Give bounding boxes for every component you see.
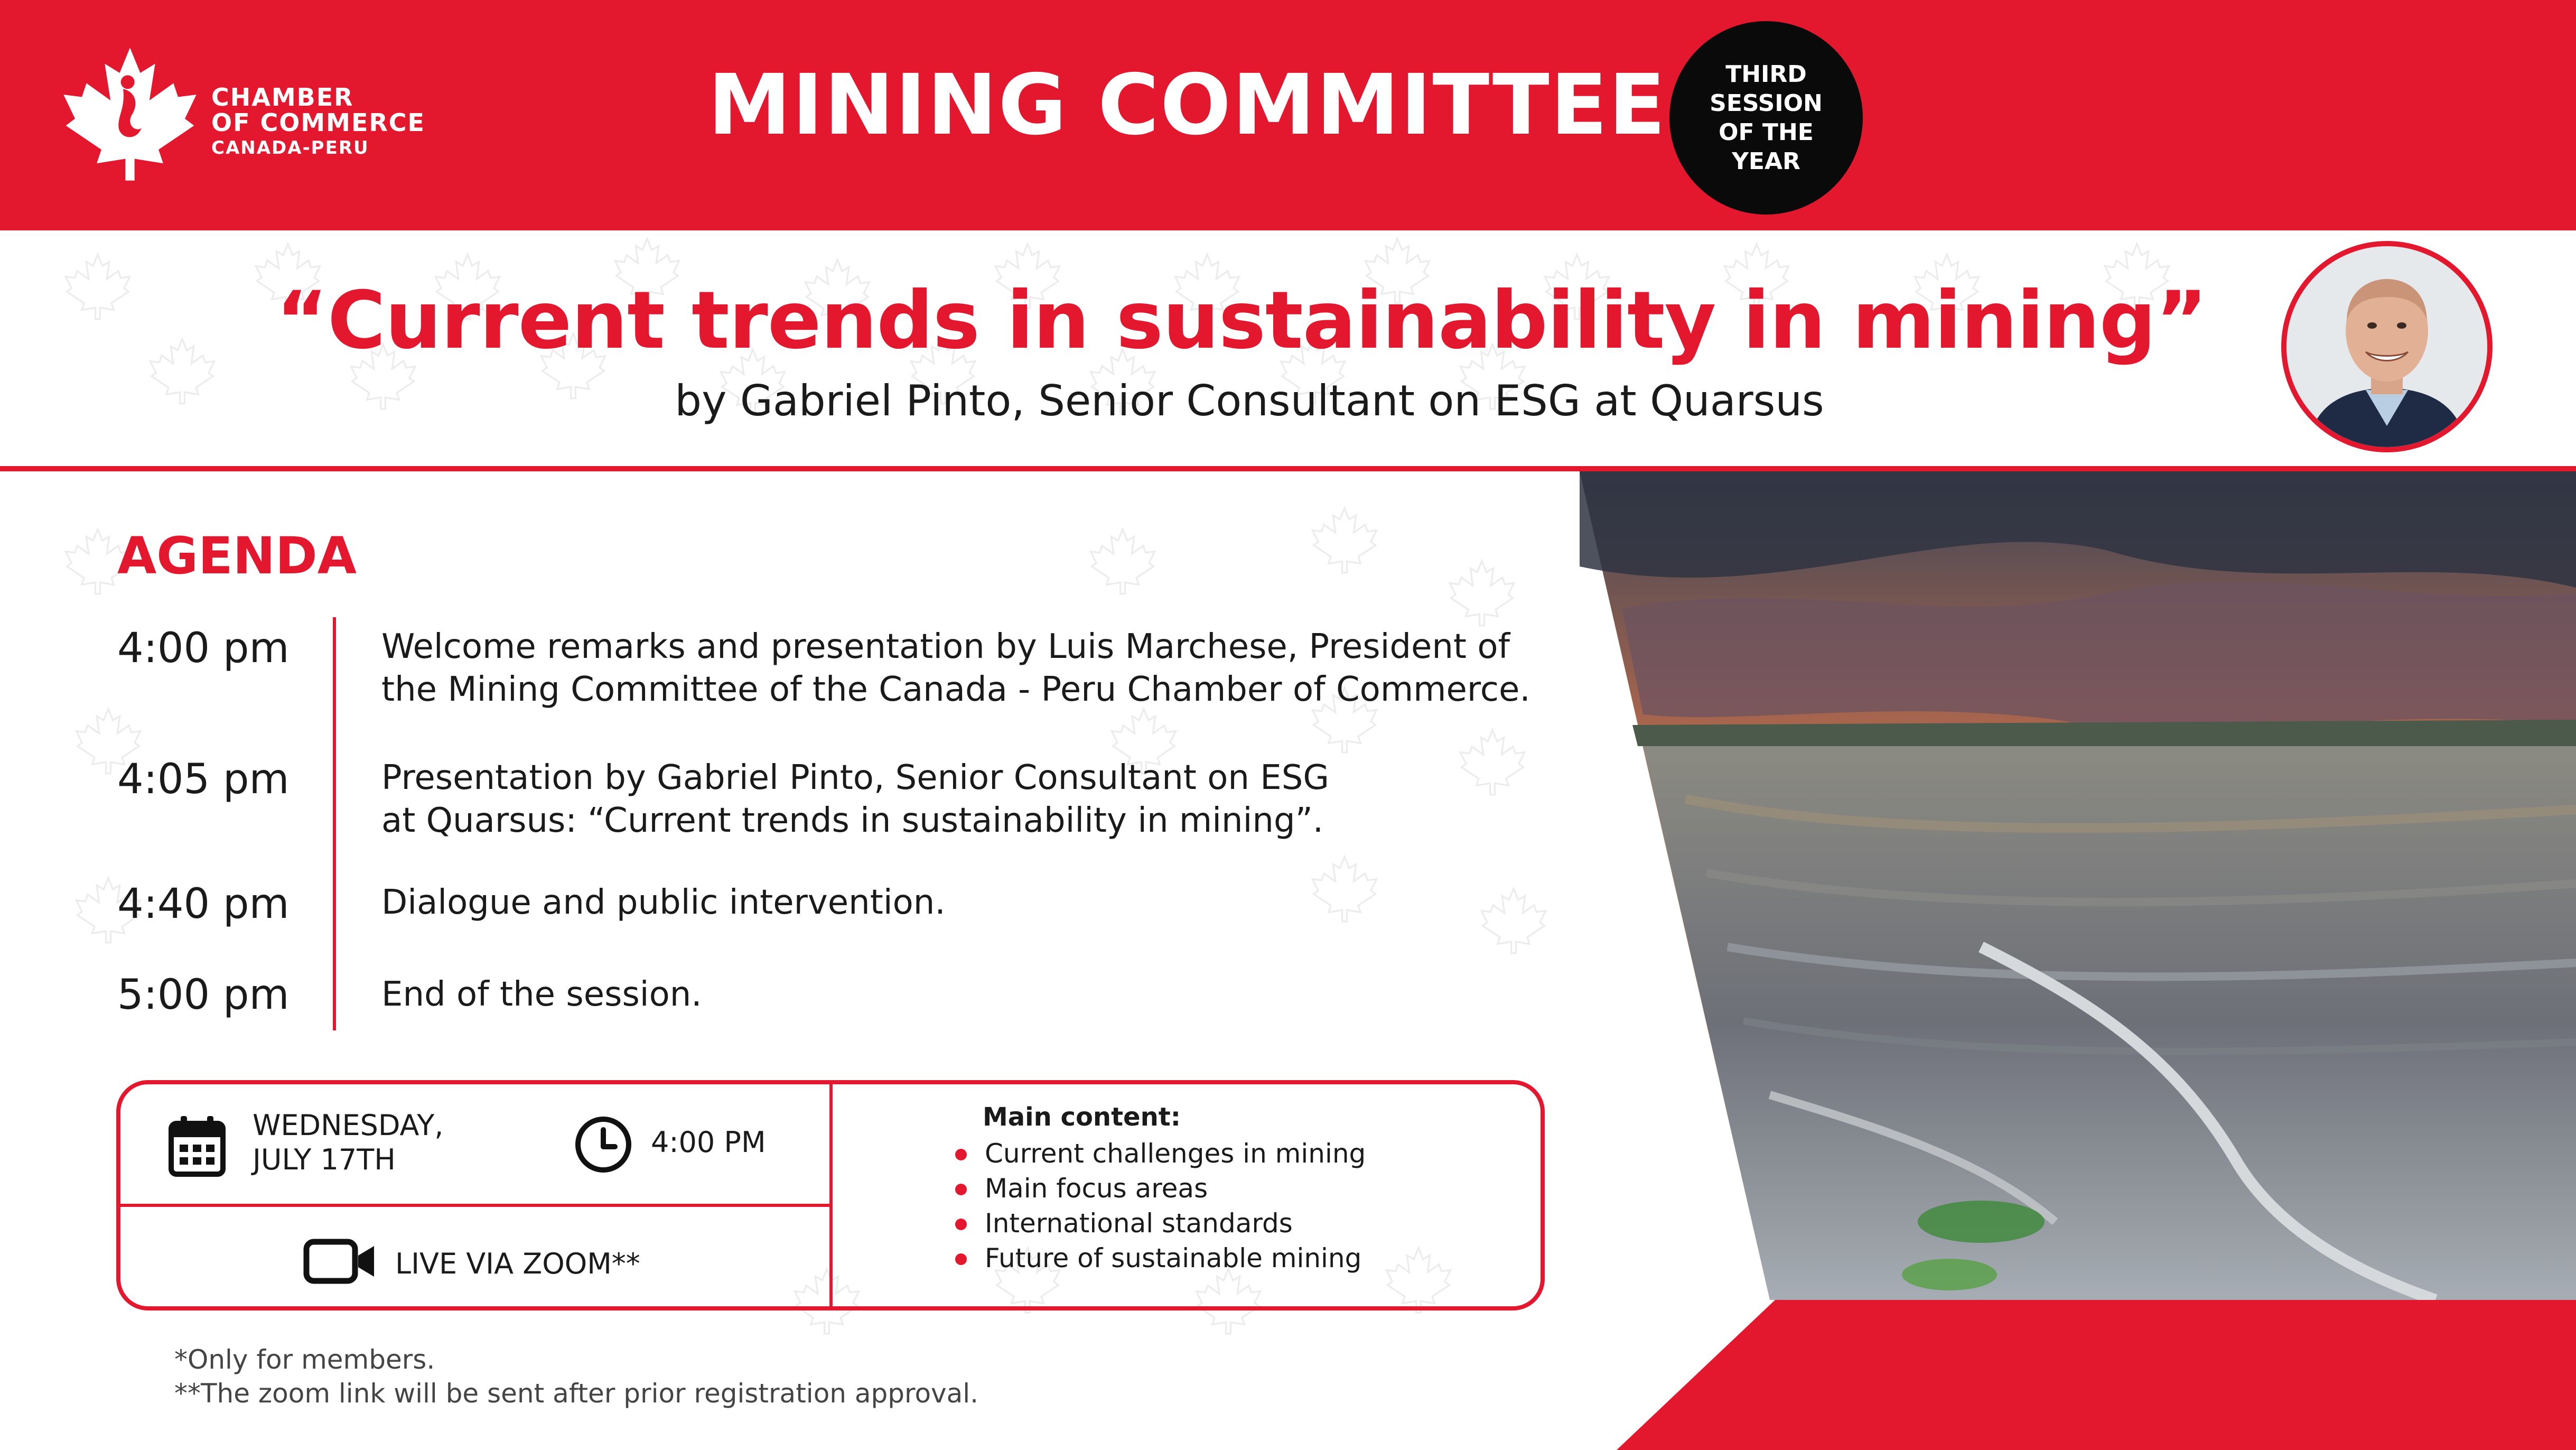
agenda-time-1: 4:00 pm — [117, 625, 290, 672]
logo-wordmark — [211, 85, 425, 157]
agenda-item-3 — [381, 881, 1597, 924]
red-corner-accent — [1617, 1300, 2576, 1450]
agenda-time-4: 5:00 pm — [117, 971, 290, 1019]
page-title: MINING COMMITTEE — [708, 57, 1667, 154]
speaker-photo — [2281, 241, 2493, 452]
agenda-heading: AGENDA — [117, 526, 357, 585]
agenda-time-3: 4:40 pm — [117, 880, 290, 928]
list-item: International standards — [951, 1206, 1366, 1241]
list-item: Future of sustainable mining — [951, 1241, 1366, 1276]
clock-icon — [574, 1115, 633, 1174]
header-bar — [0, 0, 2576, 230]
logo-line-2: OF COMMERCE — [211, 108, 425, 137]
footnote-members: *Only for members. — [174, 1344, 435, 1375]
agenda-timeline-line — [333, 617, 336, 1030]
video-camera-icon — [303, 1238, 377, 1285]
agenda-item-2 — [381, 757, 1597, 842]
event-format: LIVE VIA ZOOM** — [395, 1247, 640, 1280]
agenda-item-1 — [381, 626, 1597, 711]
agenda-item-1-line-1: Welcome remarks and presentation by Luis Marchese, President of — [381, 627, 1510, 666]
footnote-zoom: **The zoom link will be sent after prior registration approval. — [174, 1378, 979, 1409]
talk-title: “Current trends in sustainability in mining” — [276, 275, 2207, 367]
logo-line-1: CHAMBER — [211, 83, 354, 111]
event-time: 4:00 PM — [651, 1126, 766, 1159]
calendar-icon — [168, 1115, 226, 1177]
speaker-portrait-illustration — [2286, 246, 2487, 447]
agenda-item-2-line-1: Presentation by Gabriel Pinto, Senior Consultant on ESG — [381, 758, 1329, 797]
main-content-heading: Main content: — [983, 1102, 1181, 1132]
section-divider — [0, 466, 2576, 471]
list-item: Main focus areas — [951, 1171, 1366, 1206]
talk-byline: by Gabriel Pinto, Senior Consultant on ESG at Quarsus — [675, 376, 1824, 425]
session-badge: THIRD SESSION OF THE YEAR — [1669, 21, 1863, 215]
agenda-item-3-line-1: Dialogue and public intervention. — [381, 883, 946, 922]
agenda-item-1-line-2: the Mining Committee of the Canada - Peru Chamber of Commerce. — [381, 670, 1530, 709]
main-content-list — [951, 1136, 1366, 1276]
agenda-item-2-line-2: at Quarsus: “Current trends in sustainability in mining”. — [381, 801, 1324, 840]
details-horizontal-divider — [116, 1204, 830, 1207]
logo-line-3: CANADA-PERU — [211, 137, 369, 159]
maple-leaf-icon — [51, 45, 209, 183]
details-vertical-divider — [829, 1080, 833, 1310]
agenda-item-4-line-1: End of the session. — [381, 975, 702, 1014]
agenda-time-2: 4:05 pm — [117, 756, 290, 803]
event-date: WEDNESDAY, JULY 17TH — [253, 1109, 444, 1176]
list-item: Current challenges in mining — [951, 1136, 1366, 1171]
agenda-item-4 — [381, 973, 1597, 1016]
